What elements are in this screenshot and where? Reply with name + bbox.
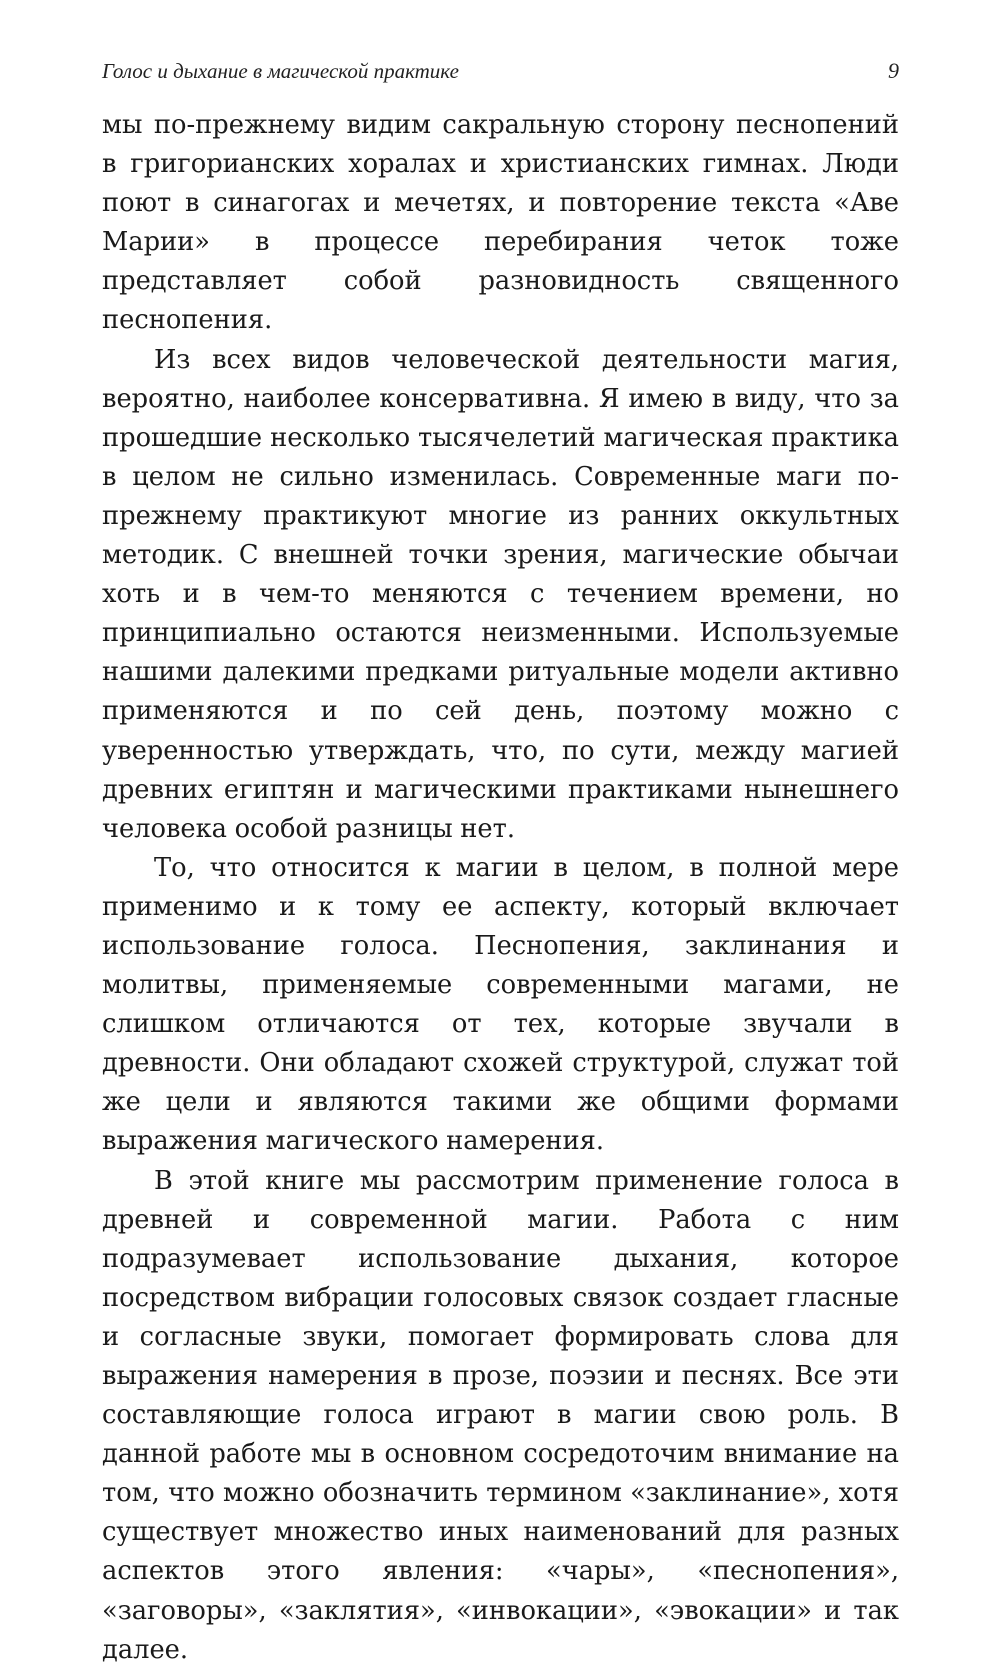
paragraph-voice-aspect: То, что относится к магии в целом, в полной мере применимо и к тому ее аспекту, который включает использование голоса. Песнопения, заклинания и молитвы, применяемые современными магами, не слишком отличаются от тех, которые звучали в древности. Они обладают схожей структурой, служат той же цели и являются такими же общими формами выражения магического намерения.	[102, 852, 899, 1157]
paragraph-continuation: мы по-прежнему видим сакральную сторону песнопений в григорианских хоралах и христианских гимнах. Люди поют в синагогах и мечетях, и повторение текста «Аве Марии» в процессе перебирания четок тоже представляет собой разновидность священного песнопения.	[102, 110, 899, 336]
running-head	[102, 58, 899, 84]
body-text	[102, 106, 899, 1670]
running-title: Голос и дыхание в магической практике	[102, 59, 459, 83]
paragraph-conservatism: Из всех видов человеческой деятельности магия, вероятно, наиболее консервативна. Я имею в виду, что за прошедшие несколько тысячелетий магическая практика в целом не сильно изменилась. Современные маги по-прежнему практикуют многие из ранних оккультных методик. С внешней точки зрения, магические обычаи хоть и в чем-то меняются с течением времени, но принципиально остаются неизменными. Используемые нашими далекими предками ритуальные модели активно применяются и по сей день, поэтому можно с уверенностью утверждать, что, по сути, между магией древних египтян и магическими практиками нынешнего человека особой разницы нет.	[102, 344, 899, 844]
page-number: 9	[888, 58, 899, 83]
paragraph-book-scope: В этой книге мы рассмотрим применение голоса в древней и современной магии. Работа с ним подразумевает использование дыхания, которое посредством вибрации голосовых связок создает гласные и согласные звуки, помогает формировать слова для выражения намерения в прозе, поэзии и песнях. Все эти составляющие голоса играют в магии свою роль. В данной работе мы в основном сосредоточим внимание на том, что можно обозначить термином «заклинание», хотя существует множество иных наименований для разных аспектов этого явления: «чары», «песнопения», «заговоры», «заклятия», «инвокации», «эвокации» и так далее.	[102, 1165, 899, 1665]
book-page	[102, 58, 899, 1670]
